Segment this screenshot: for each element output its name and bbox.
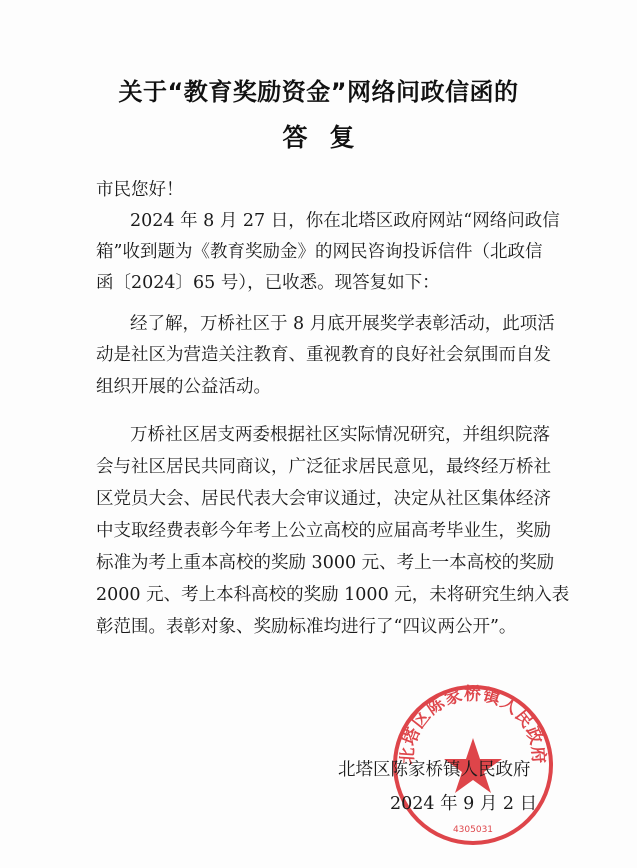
document-title: 关于“教育奖励资金”网络问政信函的 [118, 78, 519, 106]
paragraph-3-line-5: 标准为考上重本高校的奖励 3000 元、考上一本高校的奖励 [96, 553, 555, 573]
paragraph-3-line-3: 区党员大会、居民代表大会审议通过，决定从社区集体经济 [96, 489, 551, 509]
paragraph-1-line-3: 函〔2024〕65 号），已收悉。现答复如下： [96, 273, 440, 293]
seal-text: 北塔区陈家桥镇人民政府 [397, 684, 549, 766]
paragraph-1-line-1: 2024 年 8 月 27 日，你在北塔区政府网站“网络问政信 [130, 211, 560, 231]
paragraph-3-line-4: 中支取经费表彰今年考上公立高校的应届高考毕业生，奖励 [96, 521, 551, 541]
paragraph-3-line-2: 会与社区居民共同商议，广泛征求居民意见，最终经万桥社 [96, 457, 551, 477]
seal-code: 4305031 [452, 825, 494, 835]
document-subtitle: 答复 [282, 123, 377, 152]
paragraph-2-line-3: 组织开展的公益活动。 [96, 377, 271, 397]
paragraph-3-line-6: 2000 元、考上本科高校的奖励 1000 元，未将研究生纳入表 [96, 585, 570, 605]
signature: 北塔区陈家桥镇人民政府 [338, 760, 531, 780]
paragraph-2-line-2: 动是社区为营造关注教育、重视教育的良好社会氛围而自发 [96, 345, 551, 365]
paragraph-3-line-7: 彰范围。表彰对象、奖励标准均进行了“四议两公开”。 [96, 617, 517, 637]
paragraph-2-line-1: 经了解，万桥社区于 8 月底开展奖学表彰活动，此项活 [130, 314, 555, 334]
document-date: 2024 年 9 月 2 日 [390, 794, 538, 814]
paragraph-3-line-1: 万桥社区居支两委根据社区实际情况研究，并组织院落 [130, 425, 550, 445]
greeting: 市民您好！ [96, 180, 184, 200]
paragraph-1-line-2: 箱”收到题为《教育奖励金》的网民咨询投诉信件（北政信 [96, 242, 543, 262]
